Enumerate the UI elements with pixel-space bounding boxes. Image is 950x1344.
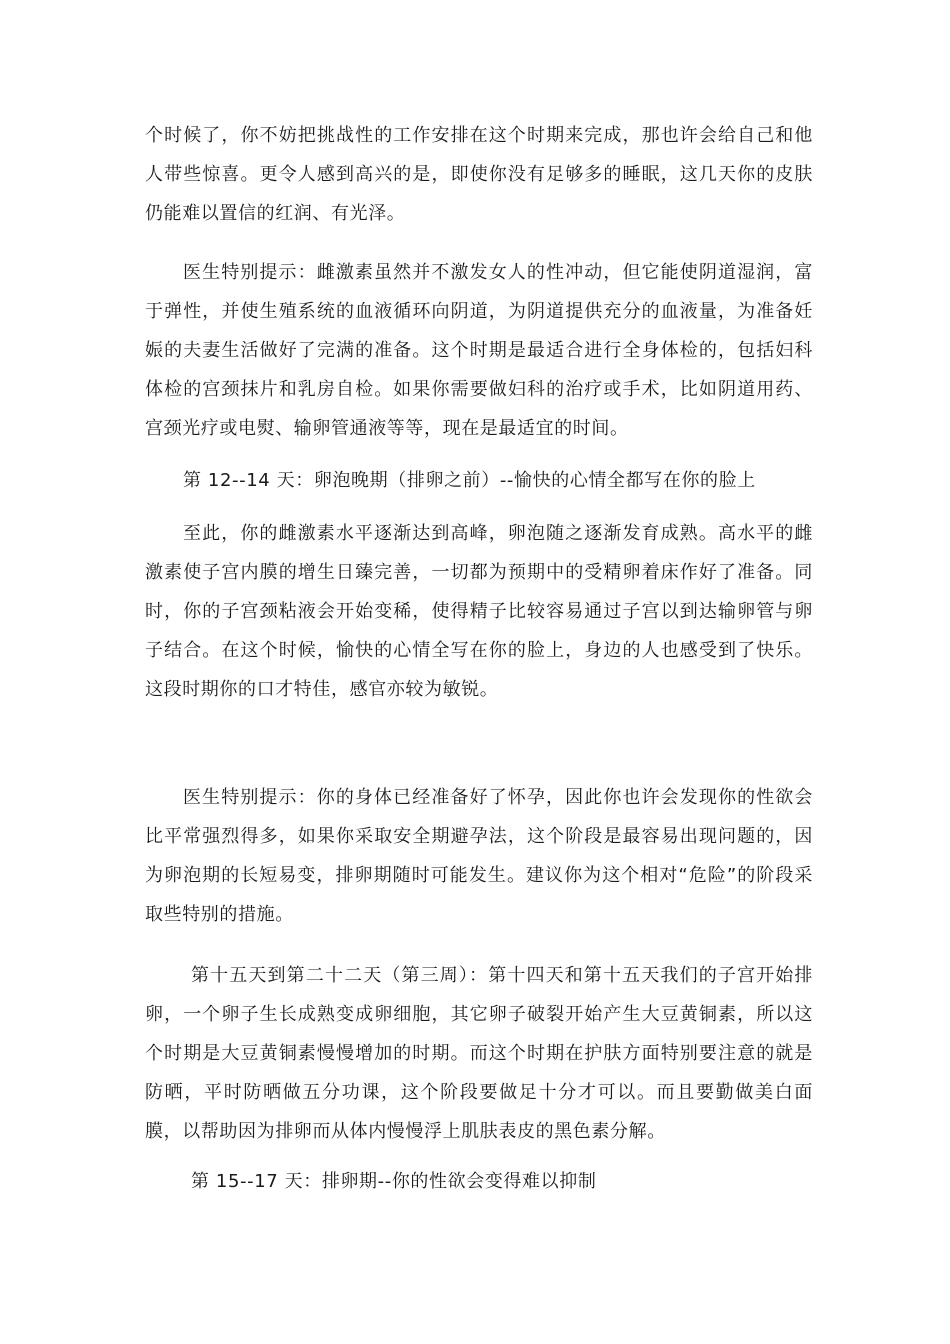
paragraph-doctor-tip-estrogen: 医生特别提示：雌激素虽然并不激发女人的性冲动，但它能使阴道湿润，富于弹性，并使生殖系统的血液循环向阴道，为阴道提供充分的血液量，为准备妊娠的夫妻生活做好了完满的准备。这个时期是最适合进行全身体检的，包括妇科体检的宫颈抹片和乳房自检。如果你需要做妇科的治疗或手术，比如阴道用药、宫颈光疗或电熨、输卵管通液等等，现在是最适宜的时间。 — [145, 262, 813, 439]
paragraph-doctor-tip-pregnancy: 医生特别提示：你的身体已经准备好了怀孕，因此你也许会发现你的性欲会比平常强烈得多，如果你采取安全期避孕法，这个阶段是最容易出现问题的，因为卵泡期的长短易变，排卵期随时可能发生。建议你为这个相对“危险”的阶段采取些特别的措施。 — [145, 787, 813, 925]
paragraph-skin-glow: 个时候了，你不妨把挑战性的工作安排在这个时期来完成，那也许会给自己和他人带些惊喜。更令人感到高兴的是，即使你没有足够多的睡眠，这几天你的皮肤仍能难以置信的红润、有光泽。 — [145, 125, 813, 224]
section-heading-day-12-14: 第 12--14 天：卵泡晚期（排卵之前）--愉快的心情全都写在你的脸上 — [183, 470, 756, 491]
paragraph-third-week: 第十五天到第二十二天（第三周）：第十四天和第十五天我们的子宫开始排卵，一个卵子生长成熟变成卵细胞，其它卵子破裂开始产生大豆黄铜素，所以这个时期是大豆黄铜素慢慢增加的时期。而这个时期在护肤方面特别要注意的就是防晒，平时防晒做五分功课，这个阶段要做足十分才可以。而且要勤做美白面膜，以帮助因为排卵而从体内慢慢浮上肌肤表皮的黑色素分解。 — [145, 965, 813, 1142]
paragraph-late-follicular: 至此，你的雌激素水平逐渐达到高峰，卵泡随之逐渐发育成熟。高水平的雌激素使子宫内膜的增生日臻完善，一切都为预期中的受精卵着床作好了准备。同时，你的子宫颈粘液会开始变稀，使得精子比较容易通过子宫以到达输卵管与卵子结合。在这个时候，愉快的心情全写在你的脸上，身边的人也感受到了快乐。这段时期你的口才特佳，感官亦较为敏锐。 — [145, 523, 813, 700]
section-heading-day-15-17: 第 15--17 天：排卵期--你的性欲会变得难以抑制 — [191, 1171, 597, 1192]
